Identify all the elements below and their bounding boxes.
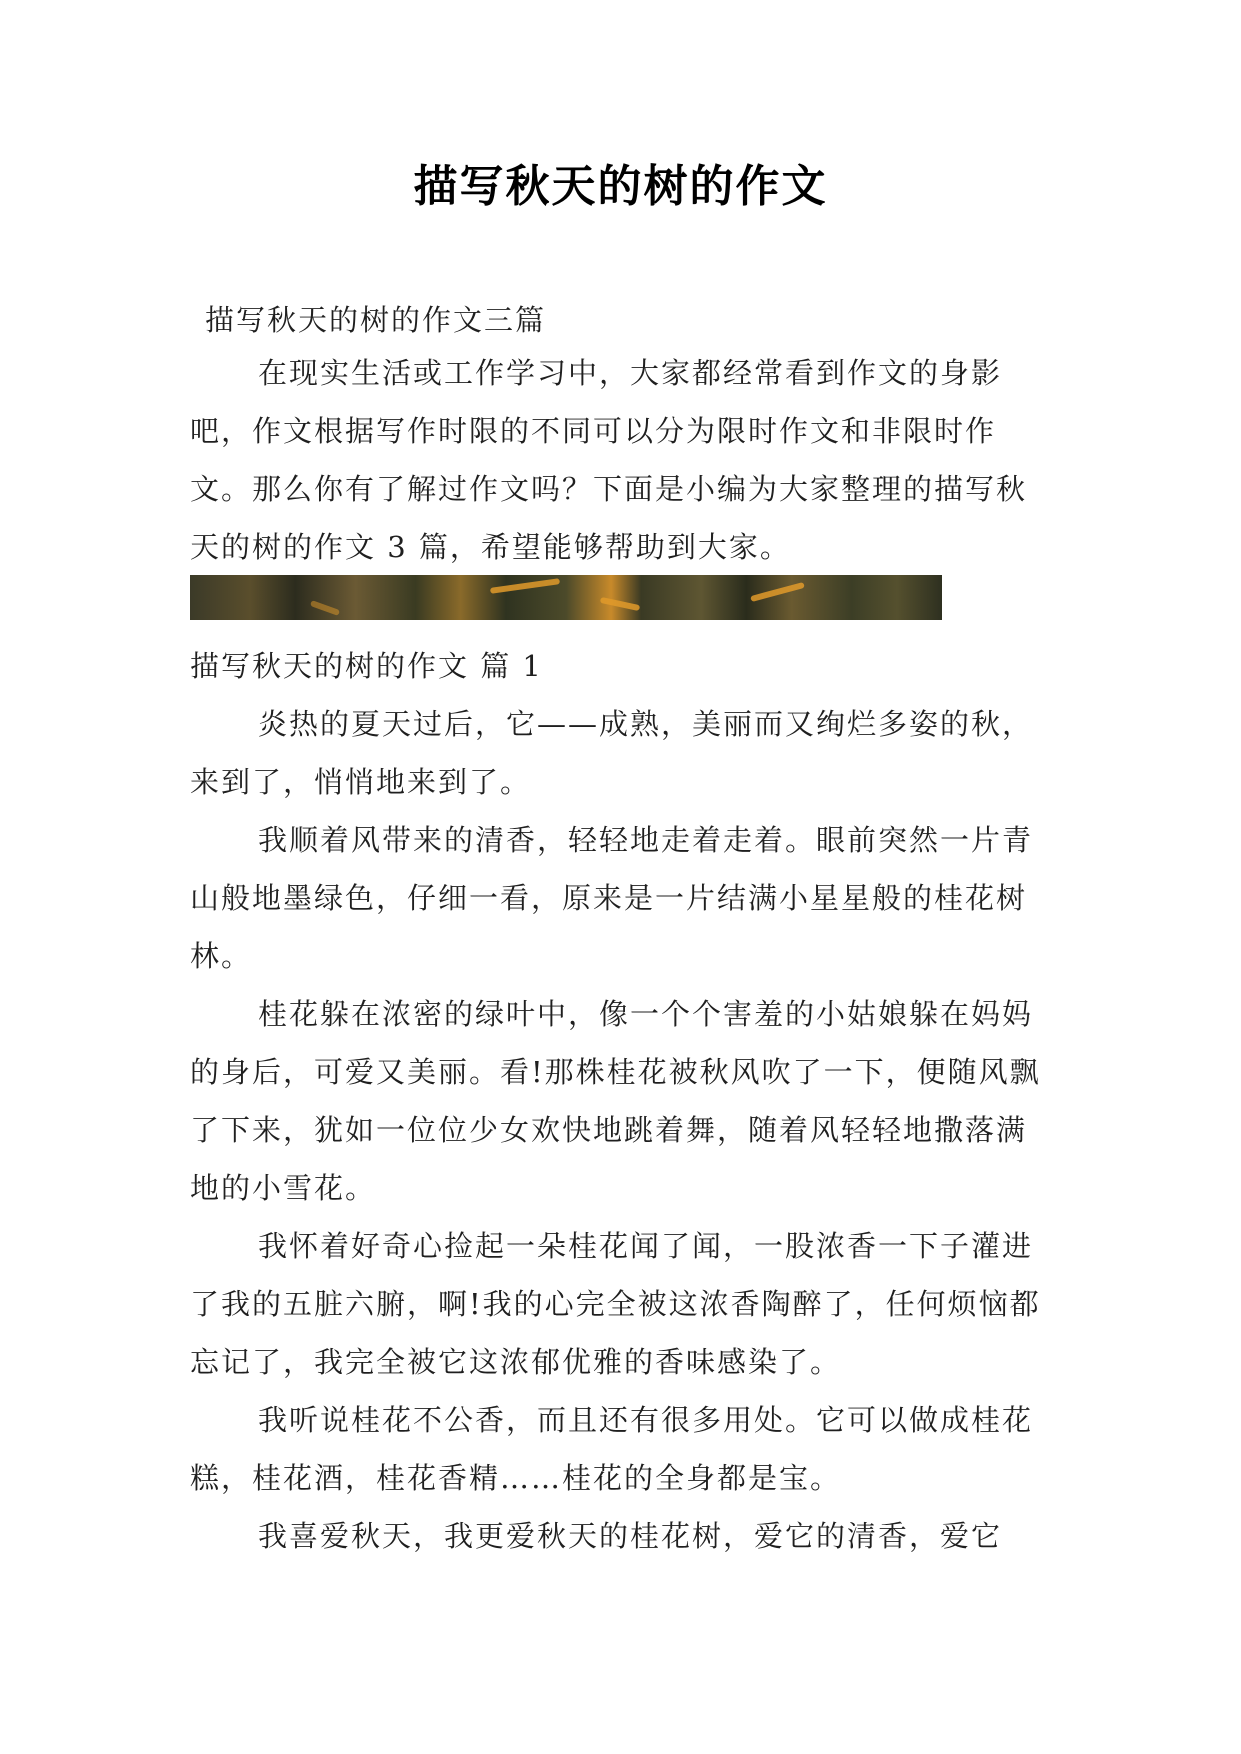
essay-paragraph: 我听说桂花不公香，而且还有很多用处。它可以做成桂花糕，桂花酒，桂花香精……桂花的全身都是宝。 [190, 1403, 1034, 1495]
essay-paragraph: 我顺着风带来的清香，轻轻地走着走着。眼前突然一片青山般地墨绿色，仔细一看，原来是一片结满小星星般的桂花树林。 [190, 823, 1034, 973]
document-title: 描写秋天的树的作文 [413, 161, 828, 212]
essay-paragraph: 桂花躲在浓密的绿叶中，像一个个害羞的小姑娘躲在妈妈的身后，可爱又美丽。看!那株桂花被秋风吹了一下，便随风飘了下来，犹如一位位少女欢快地跳着舞，随着风轻轻地撒落满地的小雪花。 [190, 997, 1041, 1205]
essay-paragraph: 我怀着好奇心捡起一朵桂花闻了闻，一股浓香一下子灌进了我的五脏六腑，啊!我的心完全被这浓香陶醉了，任何烦恼都忘记了，我完全被它这浓郁优雅的香味感染了。 [190, 1229, 1041, 1379]
autumn-foliage-image [190, 575, 942, 620]
intro-paragraph: 在现实生活或工作学习中，大家都经常看到作文的身影吧，作文根据写作时限的不同可以分为限时作文和非限时作文。那么你有了解过作文吗？下面是小编为大家整理的描写秋天的树的作文 3 篇，希望能够帮助到大家。 [190, 356, 1028, 564]
essay-paragraph: 我喜爱秋天，我更爱秋天的桂花树，爱它的清香，爱它 [258, 1519, 1003, 1553]
document-subtitle: 描写秋天的树的作文三篇 [205, 303, 547, 337]
section-heading: 描写秋天的树的作文 篇 1 [190, 649, 543, 683]
essay-body [190, 695, 1050, 1565]
essay-paragraph: 炎热的夏天过后，它——成熟，美丽而又绚烂多姿的秋，来到了，悄悄地来到了。 [190, 707, 1034, 799]
